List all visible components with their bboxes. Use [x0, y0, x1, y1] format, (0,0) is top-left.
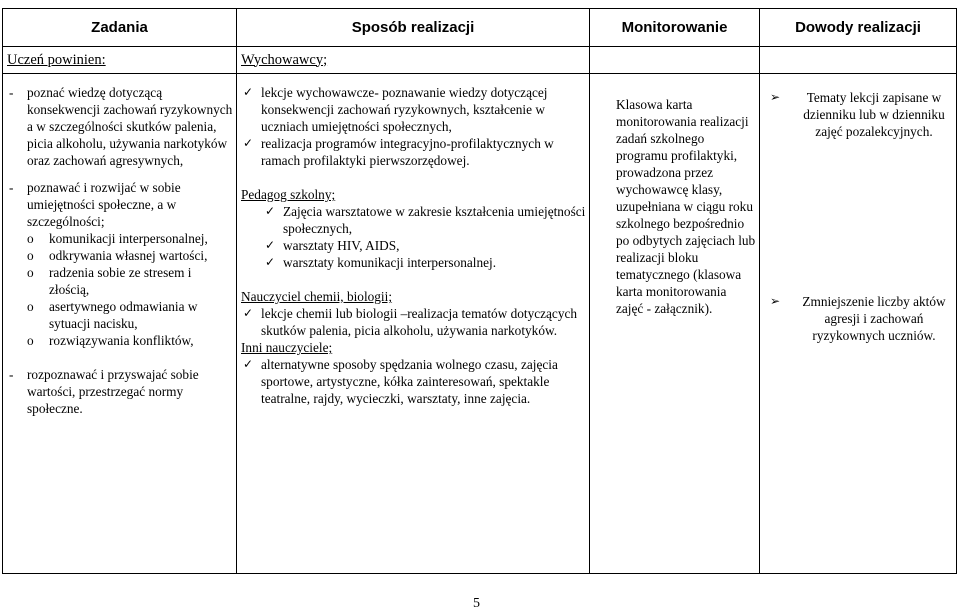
check-icon: ✓: [265, 204, 276, 218]
wychowawcy-item: ✓ lekcje wychowawcze- poznawanie wiedzy dotyczącej konsekwencji zachowań ryzykownych, kształcenie w uczniach umiejętności społecznych,: [243, 85, 548, 134]
dash-marker: -: [9, 367, 14, 382]
content-row: [3, 74, 957, 574]
header-zadania: Zadania: [3, 9, 237, 47]
subtask-item: o odkrywania własnej wartości,: [27, 248, 208, 263]
pedagog-item: ✓ warsztaty HIV, AIDS,: [265, 238, 400, 253]
evidence-item-1: ➢ Tematy lekcji zapisane w dzienniku lub w dzienniku zajęć pozalekcyjnych.: [770, 90, 945, 139]
subheader-uczen: Uczeń powinien:: [3, 47, 237, 74]
inni-item: ✓ alternatywne sposoby spędzania wolnego czasu, zajęcia sportowe, artystyczne, kółka zainteresowań, spektakle teatralne, rajdy, wycieczki, warsztaty, inne zajęcia.: [243, 357, 558, 406]
arrow-bullet-icon: ➢: [770, 90, 781, 104]
circle-marker: o: [27, 265, 34, 280]
sposob-cell: [237, 74, 590, 574]
program-table: [2, 8, 957, 574]
chemia-item: ✓ lekcje chemii lub biologii –realizacja tematów dotyczących skutków palenia, picia alkoholu, używania narkotyków.: [243, 306, 578, 338]
subtask-item: o asertywnego odmawiania w sytuacji nacisku,: [27, 299, 198, 331]
check-icon: ✓: [243, 306, 254, 320]
subtask-item: o komunikacji interpersonalnej,: [27, 231, 208, 246]
subheader-row: [3, 47, 957, 74]
subheader-wychowawcy: Wychowawcy;: [237, 47, 590, 74]
subheader-empty-4: [760, 47, 957, 74]
check-icon: ✓: [243, 85, 254, 99]
circle-marker: o: [27, 248, 34, 263]
subtask-item: o radzenia sobie ze stresem i złością,: [27, 265, 192, 297]
check-icon: ✓: [243, 357, 254, 371]
header-row: [3, 9, 957, 47]
monitorowanie-cell: [590, 74, 760, 574]
page-number: 5: [473, 596, 480, 611]
header-sposob-realizacji: Sposób realizacji: [237, 9, 590, 47]
pedagog-title: Pedagog szkolny;: [241, 187, 336, 202]
zadania-cell: [3, 74, 237, 574]
pedagog-item: ✓ warsztaty komunikacji interpersonalnej.: [265, 255, 497, 270]
task-item-1: - poznać wiedzę dotyczącą konsekwencji zachowań ryzykownych a w szczególności skutków palenia, picia alkoholu, używania narkotyków oraz zachowań agresywnych,: [9, 85, 233, 168]
circle-marker: o: [27, 299, 34, 314]
check-icon: ✓: [265, 255, 276, 269]
task-item-2: - poznawać i rozwijać w sobie umiejętności społeczne, a w szczególności;: [9, 180, 181, 229]
dash-marker: -: [9, 85, 14, 100]
circle-marker: o: [27, 333, 34, 348]
header-dowody-realizacji: Dowody realizacji: [760, 9, 957, 47]
subtask-item: o rozwiązywania konfliktów,: [27, 333, 194, 348]
dash-marker: -: [9, 180, 14, 195]
monitorowanie-text: Klasowa karta monitorowania realizacji zadań szkolnego programu profilaktyki, prowadzona przez wychowawcę klasy, uzupełniana w ciągu roku szkolnego bezpośrednio po odbytych zajęciach lub realizacji bloku tematycznego (klasowa karta monitorowania zajęć - załącznik).: [616, 97, 756, 316]
dowody-cell: [760, 74, 957, 574]
evidence-item-2: ➢ Zmniejszenie liczby aktów agresji i zachowań ryzykownych uczniów.: [770, 294, 946, 343]
inni-title: Inni nauczyciele;: [241, 340, 333, 355]
arrow-bullet-icon: ➢: [770, 294, 781, 308]
circle-marker: o: [27, 231, 34, 246]
pedagog-item: ✓ Zajęcia warsztatowe w zakresie kształcenia umiejętności społecznych,: [265, 204, 586, 236]
check-icon: ✓: [265, 238, 276, 252]
wychowawcy-item: ✓ realizacja programów integracyjno-profilaktycznych w ramach profilaktyki pierwszorzędowej.: [243, 136, 554, 168]
header-monitorowanie: Monitorowanie: [590, 9, 760, 47]
chemia-title: Nauczyciel chemii, biologii;: [241, 289, 393, 304]
task-item-3: - rozpoznawać i przyswajać sobie wartości, przestrzegać normy społeczne.: [9, 367, 199, 416]
check-icon: ✓: [243, 136, 254, 150]
subheader-empty-3: [590, 47, 760, 74]
